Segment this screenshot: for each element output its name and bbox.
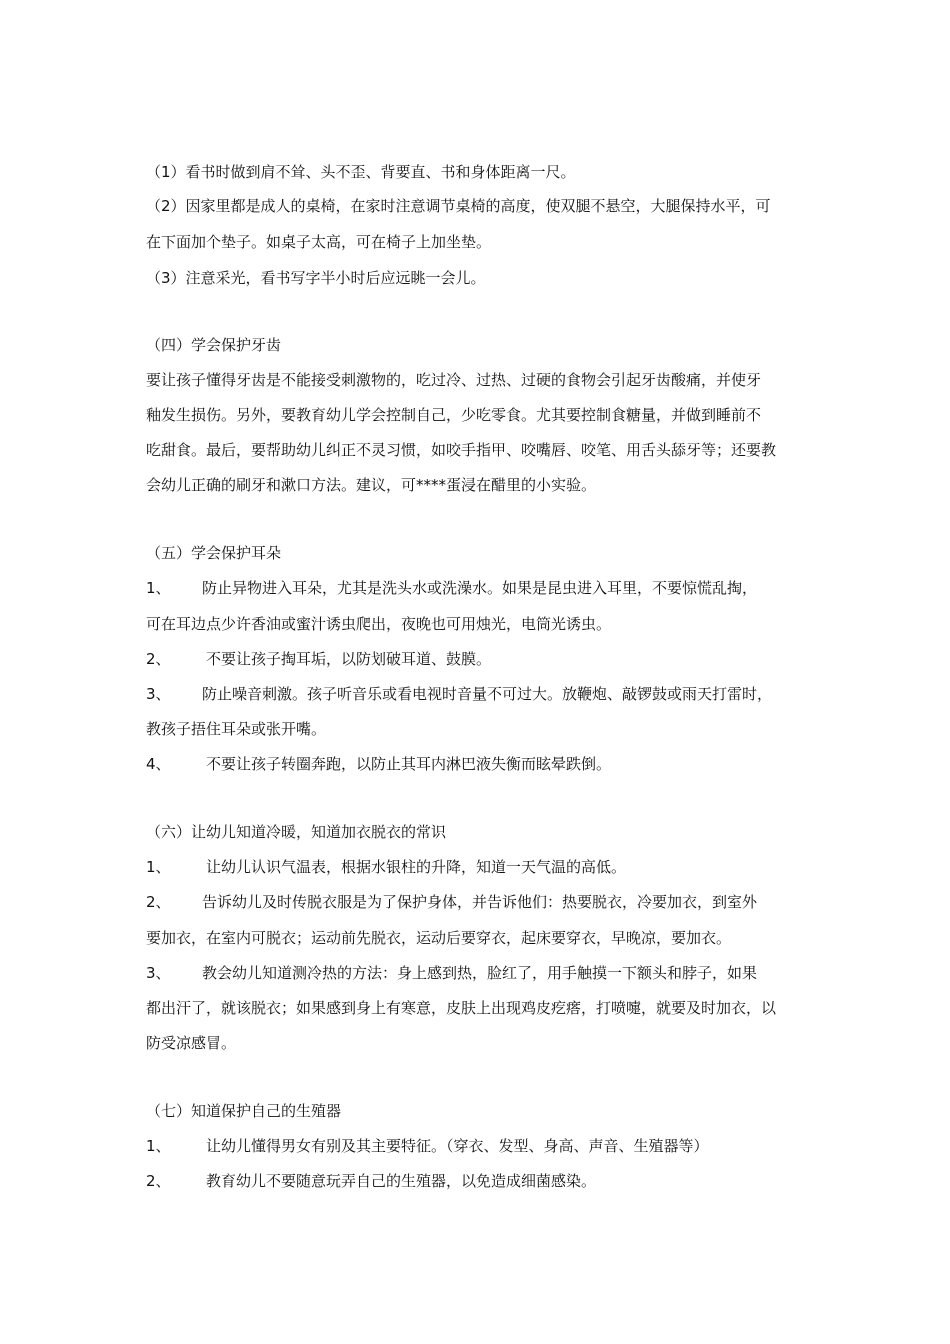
list-item-continuation: 防受凉感冒。 xyxy=(146,1034,237,1052)
section-heading: （五）学会保护耳朵 xyxy=(146,544,282,562)
section-heading: （七）知道保护自己的生殖器 xyxy=(146,1102,342,1120)
list-item: 不要让孩子转圈奔跑，以防止其耳内淋巴液失衡而眩晕跌倒。 xyxy=(206,755,612,773)
list-number: 2、 xyxy=(146,893,171,911)
paragraph-line: 要让孩子懂得牙齿是不能接受刺激物的，吃过冷、过热、过硬的食物会引起牙齿酸痛，并使牙 xyxy=(146,371,762,389)
list-item-continuation: 可在耳边点少许香油或蜜汁诱虫爬出，夜晚也可用烛光，电筒光诱虫。 xyxy=(146,615,612,633)
section-heading: （六）让幼儿知道冷暖，知道加衣脱衣的常识 xyxy=(146,823,447,841)
list-number: 4、 xyxy=(146,755,171,773)
list-item-continuation: 要加衣，在室内可脱衣；运动前先脱衣，运动后要穿衣，起床要穿衣，早晚凉，要加衣。 xyxy=(146,929,732,947)
list-item: 让幼儿认识气温表，根据水银柱的升降，知道一天气温的高低。 xyxy=(206,858,627,876)
list-item: 教育幼儿不要随意玩弄自己的生殖器，以免造成细菌感染。 xyxy=(206,1172,597,1190)
list-item: 防止噪音刺激。孩子听音乐或看电视时音量不可过大。放鞭炮、敲锣鼓或雨天打雷时， xyxy=(202,685,773,703)
list-number: 3、 xyxy=(146,685,171,703)
paragraph-line: （1）看书时做到肩不耸、头不歪、背要直、书和身体距离一尺。 xyxy=(146,163,576,181)
list-item: 告诉幼儿及时传脱衣服是为了保护身体，并告诉他们：热要脱衣，冷要加衣，到室外 xyxy=(202,893,758,911)
list-item: 让幼儿懂得男女有别及其主要特征。（穿衣、发型、身高、声音、生殖器等） xyxy=(206,1137,709,1155)
list-number: 1、 xyxy=(146,858,171,876)
list-number: 1、 xyxy=(146,1137,171,1155)
section-heading: （四）学会保护牙齿 xyxy=(146,336,282,354)
paragraph-line: 釉发生损伤。另外，要教育幼儿学会控制自己，少吃零食。尤其要控制食糖量，并做到睡前不 xyxy=(146,406,762,424)
list-number: 2、 xyxy=(146,650,171,668)
list-item: 防止异物进入耳朵，尤其是洗头水或洗澡水。如果是昆虫进入耳里，不要惊慌乱掏， xyxy=(202,579,758,597)
list-item: 不要让孩子掏耳垢，以防划破耳道、鼓膜。 xyxy=(206,650,492,668)
paragraph-line: （2）因家里都是成人的桌椅，在家时注意调节桌椅的高度，使双腿不悬空，大腿保持水平，可 xyxy=(146,197,771,215)
list-item-continuation: 教孩子捂住耳朵或张开嘴。 xyxy=(146,720,327,738)
paragraph-line: 吃甜食。最后，要帮助幼儿纠正不灵习惯，如咬手指甲、咬嘴唇、咬笔、用舌头舔牙等；还要教 xyxy=(146,441,777,459)
paragraph-line: 在下面加个垫子。如桌子太高，可在椅子上加坐垫。 xyxy=(146,233,492,251)
list-number: 1、 xyxy=(146,579,171,597)
list-number: 3、 xyxy=(146,964,171,982)
paragraph-line: （3）注意采光，看书写字半小时后应远眺一会儿。 xyxy=(146,269,486,287)
paragraph-line: 会幼儿正确的刷牙和漱口方法。建议，可****蛋浸在醋里的小实验。 xyxy=(146,476,597,494)
list-item-continuation: 都出汗了，就该脱衣；如果感到身上有寒意，皮肤上出现鸡皮疙瘩，打喷嚏，就要及时加衣，以 xyxy=(146,999,777,1017)
list-item: 教会幼儿知道测冷热的方法：身上感到热，脸红了，用手触摸一下额头和脖子，如果 xyxy=(202,964,758,982)
list-number: 2、 xyxy=(146,1172,171,1190)
